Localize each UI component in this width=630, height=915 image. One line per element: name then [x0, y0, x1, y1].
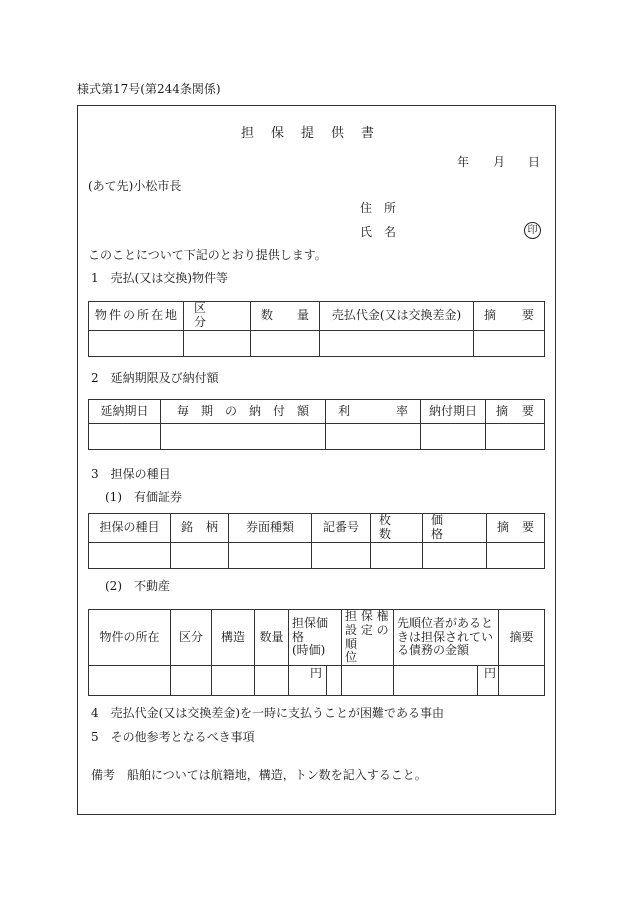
- table-cell: [171, 666, 212, 696]
- name-label: 氏 名: [360, 225, 397, 239]
- table-cell: [161, 424, 326, 450]
- real-estate-table: [88, 609, 545, 696]
- table-cell: [89, 330, 184, 356]
- table-cell: [421, 424, 486, 450]
- th-security-rank: [342, 610, 394, 666]
- table-cell: [423, 542, 487, 568]
- th-remarks: 摘要: [499, 610, 545, 666]
- th-prior-debt-line: きは担保されてい: [397, 629, 494, 644]
- table-cell: [184, 330, 251, 356]
- section-4-heading: 4 売払代金(又は交換差金)を一時に支払うことが困難である事由: [91, 706, 445, 720]
- section-1-heading: 1 売払(又は交換)物件等: [91, 271, 228, 285]
- th-denomination: 券面種類: [229, 514, 312, 543]
- section-5-heading: 5 その他参考となるべき事項: [91, 730, 255, 744]
- table-cell: [499, 666, 545, 696]
- table-cell: [255, 666, 289, 696]
- form-title: 担 保 提 供 書: [241, 126, 377, 141]
- th-property-location: 物件の所在: [89, 610, 171, 666]
- th-collateral-price-line: 格: [292, 629, 305, 644]
- th-collateral-price: [289, 610, 342, 666]
- table-cell: [486, 424, 545, 450]
- section-2-heading: 2 延納期限及び納付額: [91, 371, 219, 385]
- date-month: 月: [493, 155, 506, 169]
- addressee: (あて先)小松市長: [88, 179, 182, 193]
- securities-table: [88, 513, 545, 569]
- form-number: 様式第17号(第244条関係): [77, 82, 221, 96]
- th-quantity: 数量: [255, 610, 289, 666]
- th-prior-debt: [394, 610, 499, 666]
- th-security-rank-line: 設 定 の: [345, 622, 389, 637]
- th-sale-price: 売払代金(又は交換差金): [320, 302, 474, 331]
- table-cell: [326, 424, 421, 450]
- intro-text: このことについて下記のとおり提供します。: [88, 248, 327, 262]
- th-location: 物件の所在地: [89, 302, 184, 331]
- table-cell: [394, 666, 478, 696]
- th-prior-debt-line: 先順位者があると: [397, 615, 494, 630]
- th-remarks: 摘 要: [487, 514, 545, 543]
- th-price: 価 格: [423, 514, 487, 543]
- th-collateral-price-line: (時価): [292, 643, 326, 658]
- th-installment-amount: 毎 期 の 納 付 額: [161, 400, 326, 424]
- th-remarks: 摘 要: [486, 400, 545, 424]
- table-cell: [342, 666, 394, 696]
- table-cell: [371, 542, 423, 568]
- section-3-1-heading: (1) 有価証券: [105, 490, 182, 504]
- table-cell: [487, 542, 545, 568]
- table-cell: [171, 542, 229, 568]
- date-year: 年: [457, 155, 470, 169]
- table-cell: [320, 330, 474, 356]
- section-3-2-heading: (2) 不動産: [105, 579, 170, 593]
- table-cell: [327, 666, 342, 696]
- th-quantity: 数 量: [251, 302, 320, 331]
- table-cell: [212, 666, 255, 696]
- yen-unit: 円: [478, 666, 499, 696]
- table-cell: [251, 330, 320, 356]
- th-prior-debt-line: る債務の金額: [397, 643, 470, 658]
- th-count: 枚 数: [371, 514, 423, 543]
- th-deferral-date: 延納期日: [89, 400, 161, 424]
- date-day: 日: [528, 155, 541, 169]
- th-brand: 銘 柄: [171, 514, 229, 543]
- th-interest-rate: 利 率: [326, 400, 421, 424]
- table-cell: [89, 666, 171, 696]
- property-table: [88, 301, 545, 357]
- address-label: 住 所: [360, 201, 397, 215]
- table-cell: [474, 330, 545, 356]
- th-remarks: 摘 要: [474, 302, 545, 331]
- th-due-date: 納付期日: [421, 400, 486, 424]
- section-3-heading: 3 担保の種目: [91, 467, 171, 481]
- th-security-rank-line: 担 保 権: [345, 609, 389, 623]
- th-security-rank-line: 順 位: [345, 636, 382, 665]
- table-cell: [89, 542, 171, 568]
- th-serial-number: 記番号: [312, 514, 371, 543]
- th-structure: 構造: [212, 610, 255, 666]
- th-collateral-price-line: 担保価: [292, 615, 329, 630]
- deferred-payment-table: [88, 399, 545, 450]
- th-category: 区分: [171, 610, 212, 666]
- table-cell: [312, 542, 371, 568]
- th-category: 区 分: [184, 302, 251, 331]
- th-collateral-type: 担保の種目: [89, 514, 171, 543]
- table-cell: [89, 424, 161, 450]
- yen-unit: 円: [289, 666, 327, 696]
- table-cell: [229, 542, 312, 568]
- remarks-note: 備考 船舶については航籍地，構造，トン数を記入すること。: [91, 768, 427, 782]
- seal-mark: 印: [524, 222, 541, 239]
